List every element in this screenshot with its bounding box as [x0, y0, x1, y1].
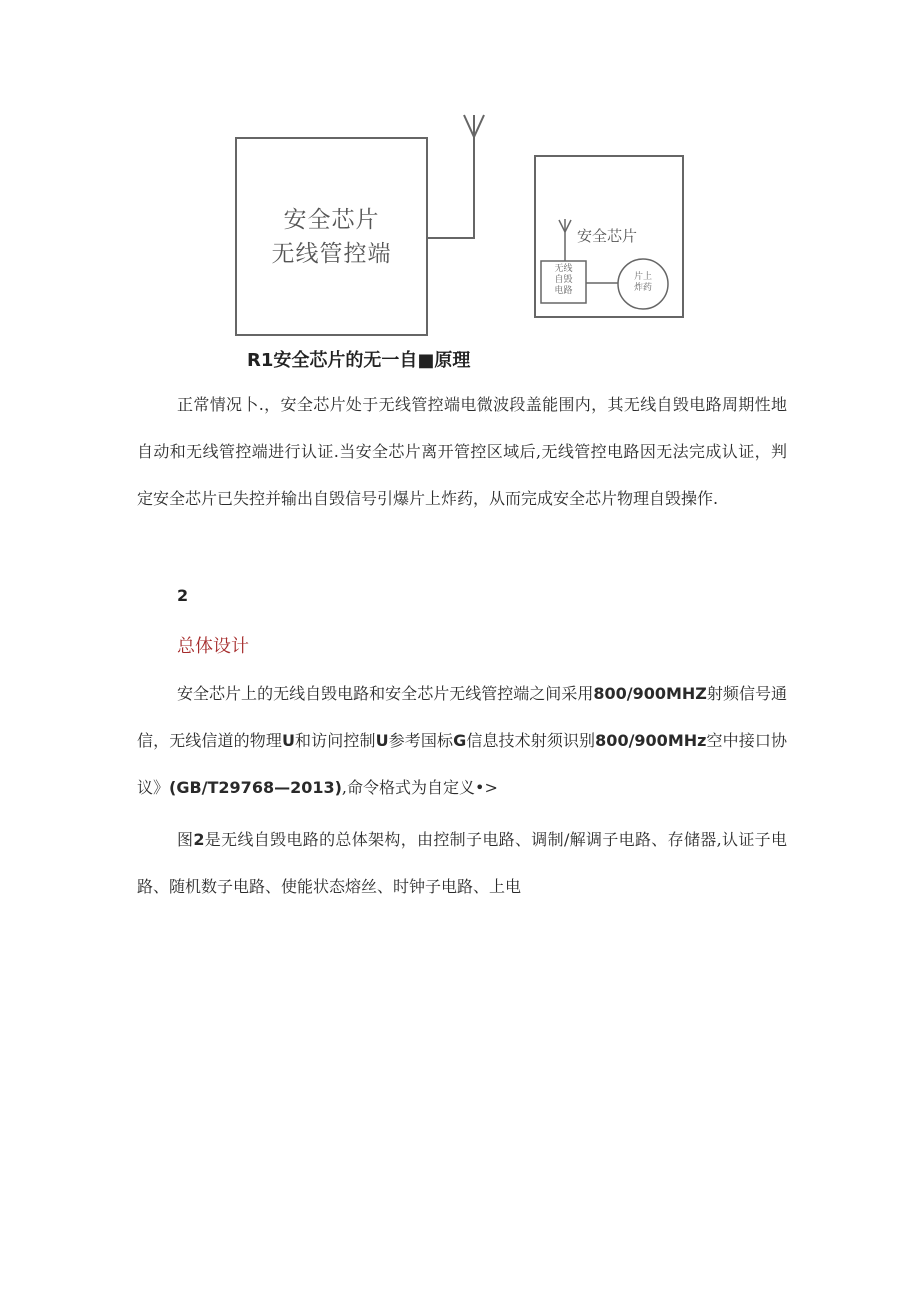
para2-text-7: ,命令格式为自定义•> — [341, 778, 498, 797]
para2-text-3: 和访问控制 — [294, 731, 376, 750]
paragraph-communication — [137, 670, 787, 811]
para3-bold-figure-number: 2 — [193, 830, 205, 849]
figure-caption: R1安全芯片的无一自■原理 — [247, 350, 471, 371]
control-terminal-label-line2: 无线管控端 — [271, 241, 392, 267]
paragraph-architecture — [137, 816, 787, 910]
self-destruct-circuit-label — [541, 264, 586, 297]
para2-bold-u2: U — [375, 731, 389, 750]
para2-bold-frequency: 800/900MHZ — [593, 684, 707, 703]
section-number: 2 — [177, 586, 189, 605]
self-destruct-principle-diagram — [0, 0, 920, 380]
para2-text-5: 信息技术射须识别 — [466, 731, 596, 750]
control-terminal-label-line1: 安全芯片 — [283, 207, 380, 233]
control-terminal-antenna-icon — [464, 115, 484, 137]
para3-text-2: 是无线自毁电路的总体架构，由控制子电路、调制/解调子电路、存储器,认证子电路、随机数子电路、使能状态熔丝、时钟子电路、上电 — [137, 830, 787, 896]
section-title: 总体设计 — [177, 636, 249, 657]
control-terminal-antenna-line — [427, 137, 474, 238]
explosive-label-line2: 炸药 — [633, 283, 652, 293]
circuit-label-line3: 电路 — [554, 286, 573, 296]
explosive-label-line1: 片上 — [633, 272, 652, 282]
circuit-label-line1: 无线 — [554, 264, 573, 274]
para2-text-1: 安全芯片上的无线自毁电路和安全芯片无线管控端之间采用 — [177, 684, 594, 703]
para2-text-6: 空中接口协议》 — [137, 731, 787, 797]
para2-bold-frequency-2: 800/900MHz — [595, 731, 707, 750]
chip-label: 安全芯片 — [577, 227, 638, 245]
para2-bold-standard: (GB/T29768—2013) — [169, 778, 342, 797]
para2-text-4: 参考国标 — [388, 731, 454, 750]
chip-antenna-icon — [559, 219, 571, 261]
para2-bold-g: G — [453, 731, 467, 750]
para2-text-2: 射频信号通信，无线信道的物理 — [137, 684, 787, 750]
para2-bold-u1: U — [281, 731, 295, 750]
para3-text-1: 图 — [177, 830, 194, 849]
on-chip-explosive-label — [618, 272, 668, 294]
control-terminal-label — [236, 203, 427, 271]
circuit-label-line2: 自毁 — [554, 275, 573, 285]
paragraph-principle: 正常情况卜.，安全芯片处于无线管控端电微波段盖能围内，其无线自毁电路周期性地自动和无线管控端进行认证.当安全芯片离开管控区域后,无线管控电路因无法完成认证，判定安全芯片已失控并输出自毁信号引爆片上炸药，从而完成安全芯片物理自毁操作. — [137, 395, 787, 508]
